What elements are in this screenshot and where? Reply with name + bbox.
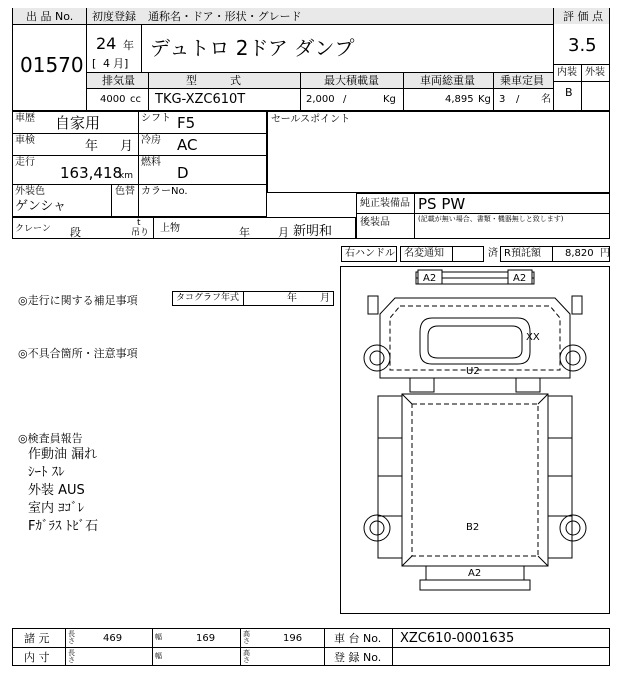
inspector-line: 室内 ﾖｺﾞﾚ	[28, 501, 85, 516]
inspection-month-unit: 月	[120, 139, 134, 154]
recycle-unit: 円	[600, 248, 610, 259]
fuel-label: 燃料	[141, 157, 161, 168]
chassis-value: XZC610-0001635	[400, 631, 515, 646]
grade-label: 評 価 点	[563, 10, 603, 23]
model-label: 通称名・ドア・形状・グレード	[148, 10, 302, 23]
inner-dimensions-label: 内 寸	[24, 651, 50, 664]
crane-label: クレーン	[15, 224, 51, 234]
ac-label: 冷房	[141, 135, 161, 146]
color-value: ゲンシャ	[15, 199, 67, 214]
inner-length-label: 長さ	[68, 649, 75, 664]
gross-weight-unit: Kg	[478, 94, 491, 105]
length-label: 長さ	[68, 630, 75, 645]
interior-label: 内装	[557, 67, 577, 78]
max-load-unit: Kg	[383, 94, 396, 105]
body-label: 上物	[160, 223, 180, 234]
crane-ton-unit: t	[137, 218, 141, 228]
aftermarket-label: 後装品	[360, 217, 390, 228]
equipment-value: PS PW	[418, 195, 466, 213]
inner-width-label: 幅	[155, 652, 162, 660]
crane-stage-unit: 段	[70, 226, 81, 239]
interior-grade: B	[565, 86, 573, 99]
steering-value: 右ハンドル	[345, 248, 395, 259]
tachograph-year-unit: 年	[287, 293, 297, 304]
shift-label: シフト	[141, 113, 171, 124]
tachograph-month-unit: 月	[320, 293, 330, 304]
fuel-value: D	[177, 164, 189, 182]
tachograph-label: タコグラフ年式	[176, 293, 240, 303]
inner-height-label: 高さ	[243, 649, 250, 664]
defects-title: ◎不具合箇所・注意事項	[18, 347, 138, 360]
body-year-unit: 年	[239, 226, 250, 239]
title-change-label: 名変通知	[404, 248, 444, 259]
equipment-label: 純正装備品	[360, 198, 410, 209]
capacity-slash: /	[516, 94, 520, 105]
inspection-year-unit: 年	[85, 139, 99, 154]
capacity-value: 3	[499, 94, 506, 105]
exterior-label: 外装	[585, 67, 605, 78]
damage-mark: A2	[513, 273, 527, 284]
registration-label: 登 録 No.	[334, 651, 382, 664]
type-value: TKG-XZC610T	[155, 92, 246, 107]
history-label: 車歴	[15, 113, 35, 124]
inspector-line: Fｶﾞﾗｽ ﾄﾋﾞ石	[28, 519, 99, 534]
height-label: 高さ	[243, 630, 250, 645]
type-label: 型 式	[186, 74, 241, 87]
dimensions-label: 諸 元	[24, 632, 50, 645]
gross-weight-value: 4,895	[445, 94, 474, 105]
lot-label: 出 品 No.	[26, 10, 74, 23]
capacity-label: 乗車定員	[500, 74, 544, 87]
displacement-unit: cc	[130, 94, 141, 105]
max-load-value: 2,000	[306, 94, 335, 105]
damage-mark: XX	[526, 332, 540, 343]
history-value: 自家用	[55, 114, 101, 132]
first-reg-month-unit: 月]	[113, 57, 129, 70]
inspector-line: 外装 AUS	[28, 483, 85, 498]
color-code-label: カラーNo.	[141, 186, 188, 197]
damage-mark: U2	[466, 366, 480, 377]
body-maker: 新明和	[293, 224, 333, 239]
inspector-line: ｼｰﾄ ｽﾚ	[28, 465, 65, 480]
damage-mark: B2	[466, 522, 480, 533]
ac-value: AC	[177, 136, 198, 154]
damage-mark: A2	[468, 568, 482, 579]
width-label: 幅	[155, 633, 162, 641]
recycle-label: R預託額	[504, 248, 541, 259]
driving-notes-title: ◎走行に関する補足事項	[18, 294, 138, 307]
chassis-label: 車 台 No.	[334, 632, 382, 645]
width-value: 169	[196, 633, 216, 644]
max-load-label: 最大積載量	[324, 74, 379, 87]
displacement-label: 排気量	[102, 74, 135, 87]
max-load-slash: /	[343, 94, 347, 105]
recycle-value: 8,820	[565, 248, 594, 259]
damage-diagram	[340, 266, 610, 614]
body-month-unit: 月	[278, 226, 289, 239]
first-reg-year: 24	[96, 34, 117, 53]
model-name: デュトロ 2ドア ダンプ	[150, 36, 355, 60]
height-value: 196	[283, 633, 303, 644]
sales-point-label: セールスポイント	[271, 114, 351, 125]
inspection-label: 車検	[15, 135, 35, 146]
mileage-label: 走行	[15, 157, 35, 168]
lot-number: 01570	[20, 53, 84, 77]
mileage-unit: km	[119, 171, 133, 181]
length-value: 469	[103, 633, 123, 644]
displacement-value: 4000	[100, 94, 126, 105]
damage-mark: A2	[423, 273, 437, 284]
first-reg-month: 4	[103, 57, 110, 70]
inspector-line: 作動油 漏れ	[28, 447, 98, 462]
gross-weight-label: 車両総重量	[420, 74, 475, 87]
crane-lift-unit: 吊り	[131, 228, 150, 238]
mileage-value: 163,418	[60, 164, 123, 182]
aftermarket-note: (記載が無い場合、書類・機器無しと致します)	[418, 215, 564, 223]
first-reg-year-unit: 年	[123, 39, 134, 52]
color-change-label: 色替	[115, 186, 135, 197]
first-reg-label: 初度登録	[92, 10, 136, 23]
grade-score: 3.5	[568, 35, 597, 56]
shift-value: F5	[177, 114, 196, 132]
capacity-unit: 名	[541, 94, 551, 105]
inspector-report-title: ◎検査員報告	[18, 432, 83, 445]
color-label: 外装色	[15, 186, 45, 197]
recycle-prefix: 済	[488, 248, 498, 259]
first-reg-month-open: [	[92, 57, 97, 70]
